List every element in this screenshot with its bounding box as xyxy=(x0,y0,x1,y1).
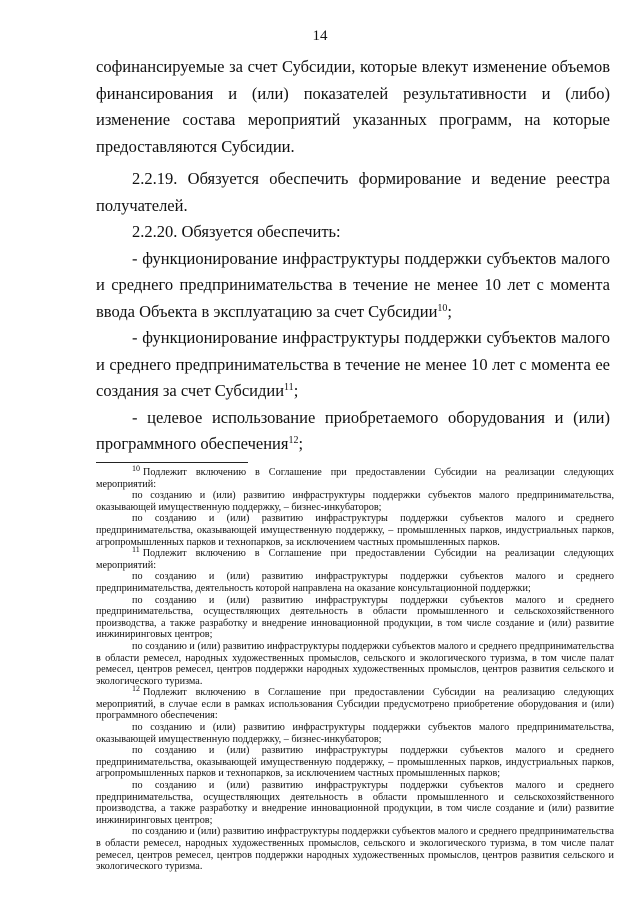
list-item-equipment-use xyxy=(96,405,610,458)
list-item-tail: ; xyxy=(447,301,453,321)
footnote-item: по созданию и (или) развитию инфраструктуры поддержки субъектов малого и среднего предпринимательства, осуществляющих деятельность в области промышленного и сельскохозяйственного производства, а также разработку и внедрение инновационной продукции, в том числе создание и (или) развитие инжиниринговых центров; xyxy=(96,780,614,826)
footnotes xyxy=(96,464,614,873)
footnote-item: по созданию и (или) развитию инфраструктуры поддержки субъектов малого и среднего предпринимательства, оказывающей имущественную поддержку, – промышленных парков, индустриальных парков, агропромышленных парков и технопарков, за исключением частных промышленных парков. xyxy=(96,513,614,548)
footnote-head-text: Подлежит включению в Соглашение при предоставлении Субсидии на реализации следующих мероприятий: xyxy=(96,548,614,571)
list-item-tail: ; xyxy=(293,381,299,400)
paragraph-2-2-19: 2.2.19. Обязуется обеспечить формирование и ведение реестра получателей. xyxy=(96,169,610,215)
footnote-12-head xyxy=(96,684,614,722)
paragraph-continuation: софинансируемые за счет Субсидии, которые влекут изменение объемов финансирования и (или) показателей результативности и (либо) изменение состава мероприятий указанных программ, на которые предоставляются Субсидии. xyxy=(96,57,610,156)
footnote-11-head xyxy=(96,545,614,571)
footnote-item: по созданию и (или) развитию инфраструктуры поддержки субъектов малого и среднего предпринимательства в области ремесел, народных художественных промыслов, сельского и экологического туризма, в том числе палат ремесел, центров ремесел, центров поддержки народных художественных промыслов, центров развития сельского и экологического туризма. xyxy=(96,826,614,873)
footnote-head-text: Подлежит включению в Соглашение при предоставлении Субсидии на реализации следующих мероприятий: xyxy=(96,467,614,490)
list-item-tail: ; xyxy=(298,434,304,453)
footnote-item: по созданию и (или) развитию инфраструктуры поддержки субъектов малого и среднего предпринимательства, оказывающей имущественную поддержку, – промышленных парков, индустриальных парков, агропромышленных парков и технопарков, за исключением частных промышленных парков; xyxy=(96,745,614,780)
footnote-mark-12: 12 xyxy=(132,684,140,694)
footnote-item: по созданию и (или) развитию инфраструктуры поддержки субъектов малого и среднего предпринимательства, деятельность которой направлена на оказание консультационной поддержки; xyxy=(96,571,614,594)
page-number: 14 xyxy=(312,28,328,44)
list-item-infrastructure-operation-commissioning xyxy=(96,246,610,326)
list-item-text: - функционирование инфраструктуры поддержки субъектов малого и среднего предпринимательства в течение не менее 10 лет с момента ввода Объекта в эксплуатацию за счет Субсидии xyxy=(96,248,610,321)
main-text xyxy=(96,54,610,458)
footnote-item: по созданию и (или) развитию инфраструктуры поддержки субъектов малого предпринимательства, оказывающей имущественную поддержку, – бизнес-инкубаторов; xyxy=(96,490,614,513)
paragraph-2-2-20: 2.2.20. Обязуется обеспечить: xyxy=(132,222,341,241)
footnote-item: по созданию и (или) развитию инфраструктуры поддержки субъектов малого и среднего предпринимательства, осуществляющих деятельность в области промышленного и сельскохозяйственного производства, а также разработку и внедрение инновационной продукции, в том числе создание и (или) развитие инжиниринговых центров; xyxy=(96,594,614,641)
footnote-item: по созданию и (или) развитию инфраструктуры поддержки субъектов малого и среднего предпринимательства в области ремесел, народных художественных промыслов, сельского и экологического туризма, в том числе палат ремесел, центров ремесел, центров поддержки народных художественных промыслов, центров развития сельского и экологического туризма. xyxy=(96,640,614,687)
footnote-item: по созданию и (или) развитию инфраструктуры поддержки субъектов малого предпринимательства, оказывающей имущественную поддержку, – бизнес-инкубаторов; xyxy=(96,722,614,745)
list-item-text: - целевое использование приобретаемого оборудования и (или) программного обеспечения xyxy=(96,407,610,453)
footnote-ref-11: 11 xyxy=(284,382,294,393)
footnote-ref-12: 12 xyxy=(288,435,299,446)
footnote-head-text: Подлежит включению в Соглашение при предоставлении Субсидии на реализацию следующих мероприятий, в случае если в рамках использования Субсидии предусмотрено приобретение оборудования и (или) программного обеспечения: xyxy=(96,687,614,722)
footnote-separator xyxy=(96,462,248,463)
footnote-ref-10: 10 xyxy=(437,302,448,314)
footnote-10-head xyxy=(96,464,614,490)
list-item-infrastructure-operation-creation xyxy=(96,325,610,405)
footnote-mark-10: 10 xyxy=(132,464,140,473)
list-item-text: - функционирование инфраструктуры поддержки субъектов малого и среднего предпринимательства в течение не менее 10 лет с момента ее создания за счет Субсидии xyxy=(96,328,610,400)
footnote-mark-11: 11 xyxy=(132,545,140,555)
